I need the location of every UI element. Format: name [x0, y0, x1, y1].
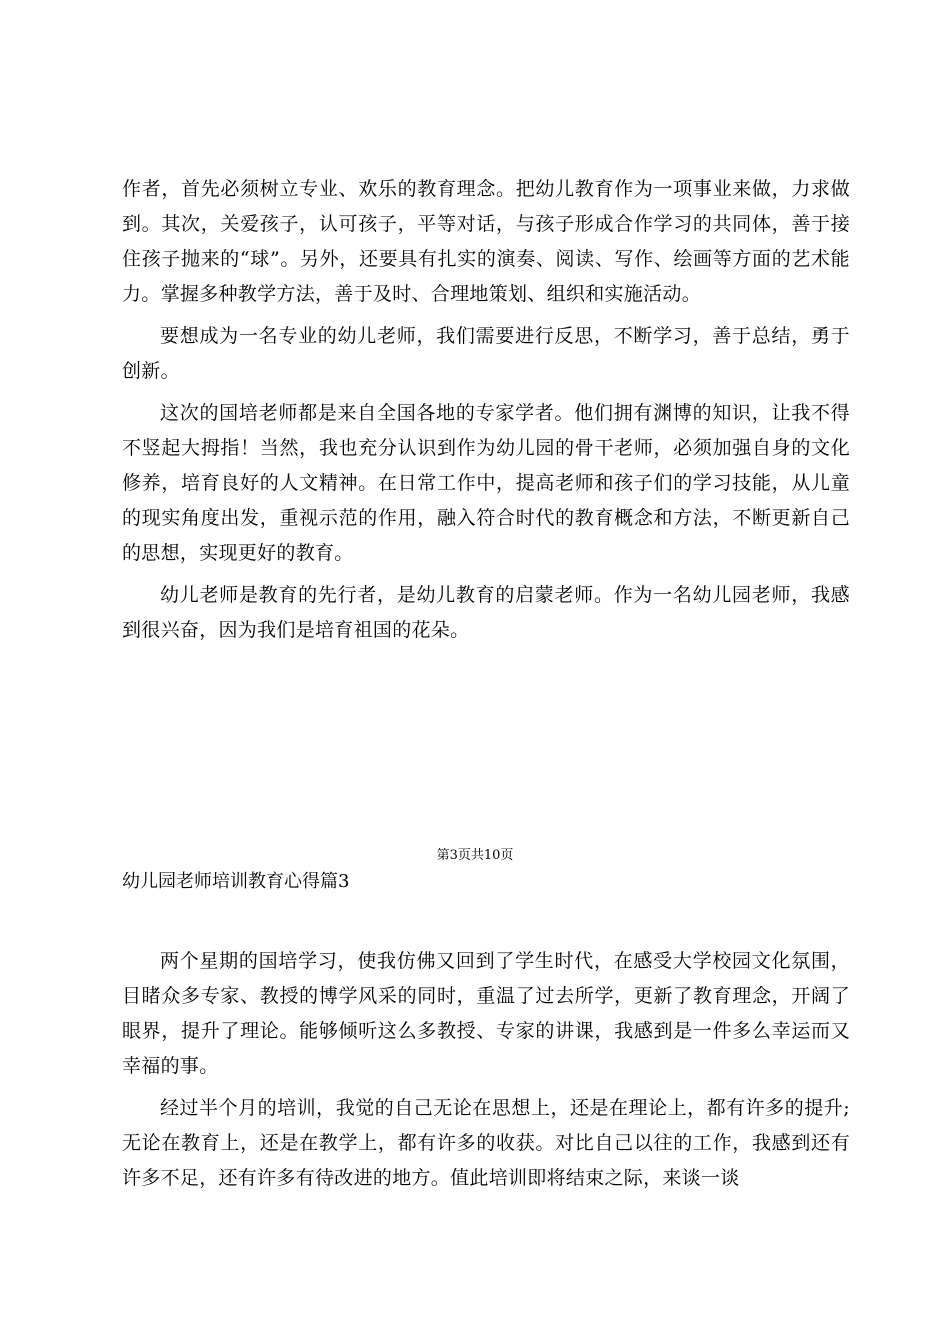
paragraph: 两个星期的国培学习，使我仿佛又回到了学生时代，在感受大学校园文化氛围，目睹众多专家、教授的博学风采的同时，重温了过去所学，更新了教育理念，开阔了眼界，提升了理论。能够倾听这么多教授、专家的讲课，我感到是一件多么幸运而又幸福的事。 — [122, 950, 850, 1077]
paragraph-continued: 作者，首先必须树立专业、欢乐的教育理念。把幼儿教育作为一项事业来做，力求做到。其次，关爱孩子，认可孩子，平等对话，与孩子形成合作学习的共同体，善于接住孩子抛来的“球”。另外，还要具有扎实的演奏、阅读、写作、绘画等方面的艺术能力。掌握多种教学方法，善于及时、合理地策划、组织和实施活动。 — [122, 178, 850, 305]
top-text-block — [122, 172, 850, 648]
paragraph: 这次的国培老师都是来自全国各地的专家学者。他们拥有渊博的知识，让我不得不竖起大拇指！当然，我也充分认识到作为幼儿园的骨干老师，必须加强自身的文化修养，培育良好的人文精神。在日常工作中，提高老师和孩子们的学习技能，从儿童的现实角度出发，重视示范的作用，融入符合时代的教育概念和方法，不断更新自己的思想，实现更好的教育。 — [122, 402, 850, 564]
paragraph: 幼儿老师是教育的先行者，是幼儿教育的启蒙老师。作为一名幼儿园老师，我感到很兴奋，因为我们是培育祖国的花朵。 — [122, 584, 850, 641]
section-title: 幼儿园老师培训教育心得篇3 — [122, 871, 350, 892]
paragraph: 经过半个月的培训，我觉的自己无论在思想上，还是在理论上，都有许多的提升;无论在教育上，还是在教学上，都有许多的收获。对比自己以往的工作，我感到还有许多不足，还有许多有待改进的地方。值此培训即将结束之际，来谈一谈 — [122, 1097, 850, 1189]
bottom-text-block — [122, 944, 850, 1196]
page-number: 第3页共10页 — [436, 848, 514, 863]
paragraph: 要想成为一名专业的幼儿老师，我们需要进行反思，不断学习，善于总结，勇于创新。 — [122, 325, 850, 382]
